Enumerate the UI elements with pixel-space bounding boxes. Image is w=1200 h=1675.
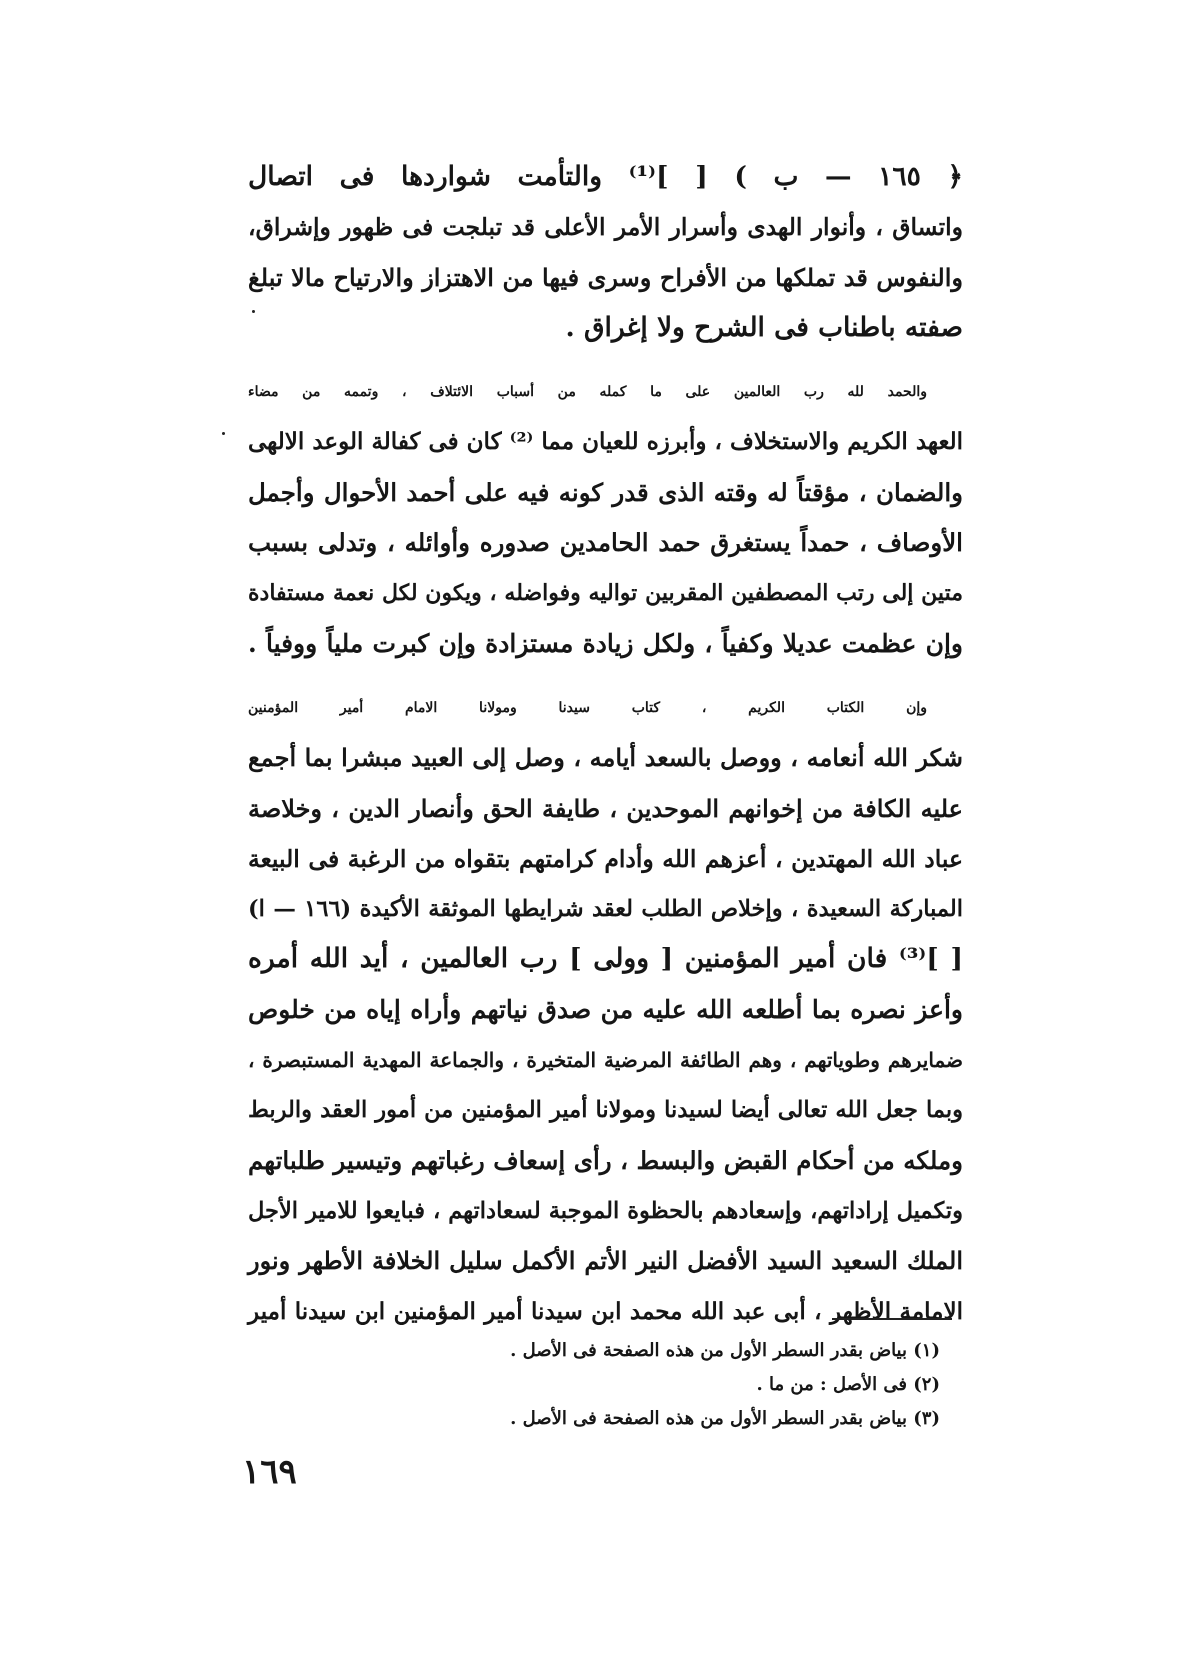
text-line: وتكميل إراداتهم، وإسعادهم بالحظوة الموجبة لسعاداتهم ، فبايعوا للامير الأجل <box>248 1197 963 1224</box>
page-number: ١٦٩ <box>242 1452 297 1492</box>
footnote-2: (٢) فى الأصل : من ما . <box>756 1374 940 1395</box>
footnotes <box>420 1334 940 1436</box>
text-line: ﴿ ١٦٥ — ب ) [ ]⁽¹⁾ والتأمت شواردها فى اتصال <box>248 161 963 192</box>
text-line: وأعز نصره بما أطلعه الله عليه من صدق نياتهم وأراه إياه من خلوص <box>248 994 963 1024</box>
text-line: والحمد لله رب العالمين على ما كمله من أسباب الائتلاف ، وتممه من مضاء <box>248 384 927 401</box>
text-line: صفته باطناب فى الشرح ولا إغراق . <box>565 311 963 343</box>
scan-speck <box>222 432 225 435</box>
text-line: وإن عظمت عديلا وكفياً ، ولكل زيادة مستزادة وإن كبرت ملياً ووفياً . <box>248 628 963 658</box>
body-text <box>248 152 963 1337</box>
text-line: شكر الله أنعامه ، ووصل بالسعد أيامه ، وصل إلى العبيد مبشرا بما أجمع <box>248 743 963 773</box>
text-line: المباركة السعيدة ، وإخلاص الطلب لعقد شرايطها الموثقة الأكيدة (١٦٦ — ا) <box>248 896 963 923</box>
text-line: وبما جعل الله تعالى أيضا لسيدنا ومولانا أمير المؤمنين من أمور العقد والربط <box>248 1097 963 1124</box>
text-line: العهد الكريم والاستخلاف ، وأبرزه للعيان مما ⁽²⁾ كان فى كفالة الوعد الالهى <box>248 428 963 456</box>
text-line: ضمايرهم وطوياتهم ، وهم الطائفة المرضية المتخيرة ، والجماعة المهدية المستبصرة ، <box>248 1048 963 1073</box>
paragraph-2 <box>248 367 963 669</box>
text-line: وإن الكتاب الكريم ، كتاب سيدنا ومولانا الامام أمير المؤمنين <box>248 699 927 716</box>
text-line: [ ]⁽³⁾ فان أمير المؤمنين [ وولى ] رب العالمين ، أيد الله أمره <box>248 943 963 975</box>
paragraph-3 <box>248 683 963 1337</box>
scan-speck <box>252 310 255 313</box>
text-line: عليه الكافة من إخوانهم الموحدين ، طايفة الحق وأنصار الدين ، وخلاصة <box>248 793 963 823</box>
footnote-3: (٣) بياض بقدر السطر الأول من هذه الصفحة فى الأصل . <box>510 1408 940 1429</box>
text-line: الامامة الأظهر ، أبى عبد الله محمد ابن سيدنا أمير المؤمنين ابن سيدنا أمير <box>248 1297 963 1325</box>
footnote-divider <box>832 1318 952 1320</box>
footnote-1: (١) بياض بقدر السطر الأول من هذه الصفحة فى الأصل . <box>510 1340 940 1361</box>
text-line: وملكه من أحكام القبض والبسط ، رأى إسعاف رغباتهم وتيسير طلباتهم <box>248 1145 963 1175</box>
text-line: والنفوس قد تملكها من الأفراح وسرى فيها من الاهتزاز والارتياح مالا تبلغ <box>248 262 963 292</box>
text-line: متين إلى رتب المصطفين المقربين تواليه وفواضله ، ويكون لكل نعمة مستفادة <box>248 580 963 607</box>
text-line: الملك السعيد السيد الأفضل النير الأتم الأكمل سليل الخلافة الأطهر ونور <box>248 1246 963 1276</box>
text-line: الأوصاف ، حمداً يستغرق حمد الحامدين صدوره وأوائله ، وتدلى بسبب <box>248 528 963 558</box>
text-line: والضمان ، مؤقتاً له وقته الذى قدر كونه فيه على أحمد الأحوال وأجمل <box>248 477 963 507</box>
text-line: عباد الله المهتدين ، أعزهم الله وأدام كرامتهم بتقواه من الرغبة فى البيعة <box>248 844 963 873</box>
text-line: واتساق ، وأنوار الهدى وأسرار الأمر الأعلى قد تبلجت فى ظهور وإشراق، <box>248 213 963 242</box>
paragraph-gap <box>248 353 963 367</box>
paragraph-gap <box>248 669 963 683</box>
paragraph-1 <box>248 152 963 353</box>
